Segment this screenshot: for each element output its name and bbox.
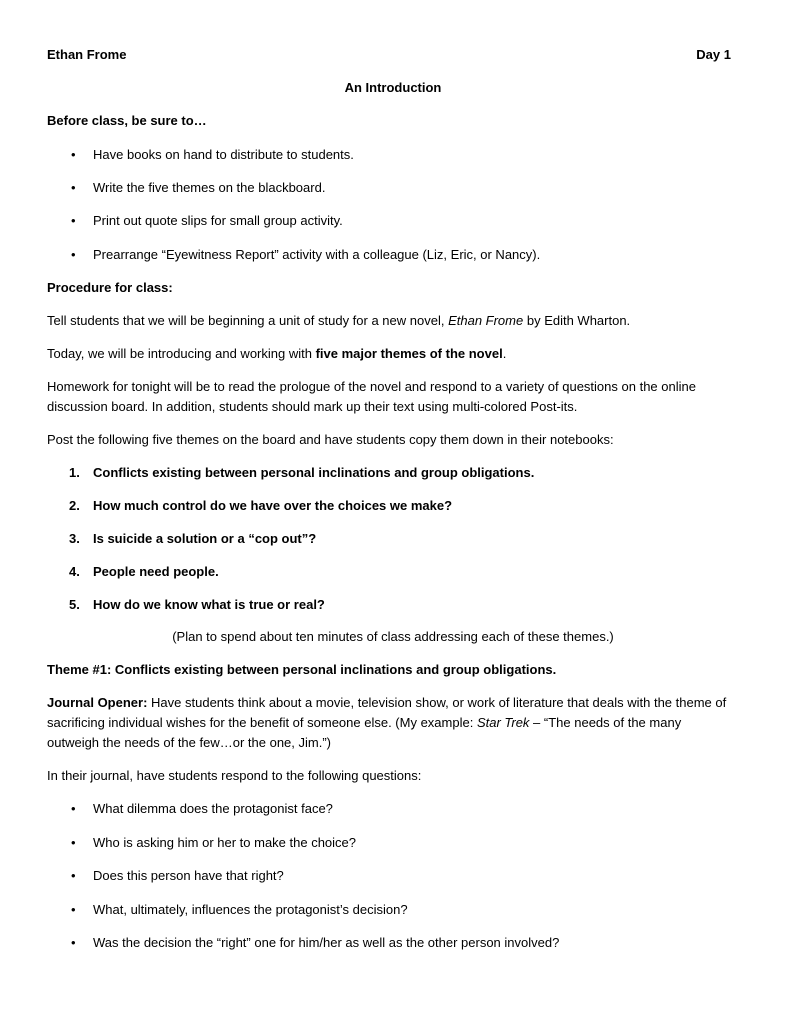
list-item-text: How do we know what is true or real? bbox=[93, 597, 325, 612]
bullet-icon: • bbox=[71, 868, 76, 883]
bullet-icon: • bbox=[71, 902, 76, 917]
example-title: Star Trek bbox=[476, 715, 530, 730]
bullet-icon: • bbox=[71, 213, 76, 228]
paragraph-text: sacrificing individual wishes for the benefit of someone else. (My example: bbox=[47, 715, 477, 730]
list-number: 3. bbox=[69, 531, 80, 546]
list-item-text: Who is asking him or her to make the choice? bbox=[93, 835, 357, 850]
bullet-icon: • bbox=[71, 935, 76, 950]
plan-note: (Plan to spend about ten minutes of class addressing each of these themes.) bbox=[172, 629, 614, 644]
bullet-icon: • bbox=[71, 147, 76, 162]
header-day-label: Day 1 bbox=[696, 47, 731, 62]
procedure-paragraph-1 bbox=[47, 313, 630, 329]
procedure-paragraph-3-line-1: Homework for tonight will be to read the prologue of the novel and respond to a variety of questions on the online bbox=[47, 379, 696, 394]
journal-opener-line-3: outweigh the needs of the few…or the one, Jim.”) bbox=[47, 735, 331, 750]
list-item-text: Prearrange “Eyewitness Report” activity with a colleague (Liz, Eric, or Nancy). bbox=[93, 247, 541, 262]
paragraph-text: . bbox=[502, 346, 507, 361]
list-item-text: Write the five themes on the blackboard. bbox=[93, 180, 326, 195]
paragraph-text: Today, we will be introducing and working with bbox=[47, 346, 316, 361]
list-item-text: Conflicts existing between personal inclinations and group obligations. bbox=[93, 465, 535, 480]
list-item-text: Was the decision the “right” one for him/her as well as the other person involved? bbox=[93, 935, 560, 950]
journal-opener-line-2 bbox=[47, 715, 681, 731]
list-number: 5. bbox=[69, 597, 80, 612]
header-left-title: Ethan Frome bbox=[47, 47, 127, 62]
bullet-icon: • bbox=[71, 801, 76, 816]
journal-opener-label: Journal Opener: bbox=[47, 695, 148, 710]
procedure-paragraph-2 bbox=[47, 346, 506, 362]
journal-opener-line-1 bbox=[47, 695, 726, 711]
list-number: 2. bbox=[69, 498, 80, 513]
list-item-text: How much control do we have over the choices we make? bbox=[93, 498, 453, 513]
paragraph-text: Have students think about a movie, television show, or work of literature that deals with the theme of bbox=[147, 695, 727, 710]
bullet-icon: • bbox=[71, 247, 76, 262]
emphasis-text: five major themes of the novel bbox=[315, 346, 503, 361]
list-item-text: What dilemma does the protagonist face? bbox=[93, 801, 333, 816]
list-number: 1. bbox=[69, 465, 80, 480]
respond-intro: In their journal, have students respond to the following questions: bbox=[47, 768, 422, 783]
list-item-text: People need people. bbox=[93, 564, 219, 579]
paragraph-text: Tell students that we will be beginning a unit of study for a new novel, bbox=[47, 313, 449, 328]
paragraph-text: – “The needs of the many bbox=[529, 715, 682, 730]
procedure-heading: Procedure for class: bbox=[47, 280, 173, 295]
theme-1-heading: Theme #1: Conflicts existing between personal inclinations and group obligations. bbox=[47, 662, 557, 677]
list-item-text: What, ultimately, influences the protagonist’s decision? bbox=[93, 902, 408, 917]
novel-title: Ethan Frome bbox=[448, 313, 524, 328]
list-item-text: Is suicide a solution or a “cop out”? bbox=[93, 531, 317, 546]
list-number: 4. bbox=[69, 564, 80, 579]
before-class-heading: Before class, be sure to… bbox=[47, 113, 207, 128]
bullet-icon: • bbox=[71, 835, 76, 850]
procedure-paragraph-3-line-2: discussion board. In addition, students should mark up their text using multi-colored Post-its. bbox=[47, 399, 578, 414]
list-item-text: Have books on hand to distribute to students. bbox=[93, 147, 354, 162]
paragraph-text: by Edith Wharton. bbox=[523, 313, 631, 328]
document-page bbox=[47, 0, 739, 1024]
list-item-text: Print out quote slips for small group activity. bbox=[93, 213, 343, 228]
page-title: An Introduction bbox=[344, 80, 442, 95]
procedure-paragraph-4: Post the following five themes on the board and have students copy them down in their notebooks: bbox=[47, 432, 614, 447]
list-item-text: Does this person have that right? bbox=[93, 868, 284, 883]
bullet-icon: • bbox=[71, 180, 76, 195]
